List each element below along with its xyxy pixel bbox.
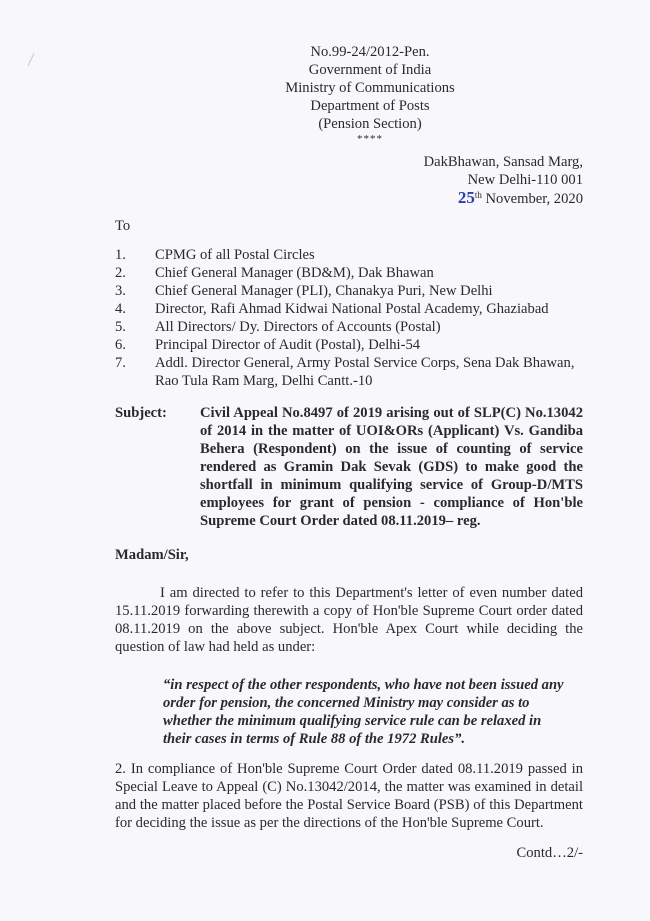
paragraph-2: 2. In compliance of Hon'ble Supreme Court Order dated 08.11.2019 passed in Special Leave to Appeal (C) No.13042/2014, the matter was examined in detail and the matter placed before the Postal Service Board (PSB) of this Department for deciding the issue as per the directions of the Hon'ble Supreme Court. [115, 761, 583, 831]
court-quote: “in respect of the other respondents, who have not been issued any order for pension, the concerned Ministry may consider as to whether the minimum qualifying service rule can be relaxed in their cases in terms of Rule 88 of the 1972 Rules”. [163, 677, 564, 747]
salutation: Madam/Sir, [115, 547, 189, 563]
list-item [115, 282, 595, 300]
letter-date [115, 189, 583, 208]
department: Department of Posts [310, 98, 430, 114]
item-number: 2. [115, 265, 126, 281]
government: Government of India [308, 62, 432, 78]
address-line-1: DakBhawan, Sansad Marg, [423, 154, 583, 170]
list-item [115, 300, 595, 318]
letter-header [115, 43, 583, 145]
item-text: Addl. Director General, Army Postal Service Corps, Sena Dak Bhawan, Rao Tula Ram Marg, Delhi Cantt.-10 [155, 355, 575, 389]
ministry: Ministry of Communications [285, 80, 455, 96]
scan-mark [28, 53, 46, 71]
continued-note: Contd…2/- [516, 845, 583, 861]
separator-stars: **** [357, 133, 383, 145]
list-item [115, 336, 595, 354]
item-number: 1. [115, 247, 126, 263]
item-number: 6. [115, 337, 126, 353]
list-item [115, 246, 595, 264]
item-text: All Directors/ Dy. Directors of Accounts (Postal) [155, 319, 441, 335]
list-item [115, 354, 595, 390]
item-number: 5. [115, 319, 126, 335]
subject-label: Subject: [115, 405, 167, 421]
list-item [115, 318, 595, 336]
section: (Pension Section) [318, 116, 422, 132]
item-text: CPMG of all Postal Circles [155, 247, 315, 263]
file-number: No.99-24/2012-Pen. [310, 44, 430, 60]
subject-block [115, 404, 583, 530]
item-number: 3. [115, 283, 126, 299]
item-text: Principal Director of Audit (Postal), Delhi-54 [155, 337, 421, 353]
recipient-list [115, 246, 595, 390]
subject-text: Civil Appeal No.8497 of 2019 arising out of SLP(C) No.13042 of 2014 in the matter of UOI&ORs (Applicant) Vs. Gandiba Behera (Respondent) on the issue of counting of service rendered as Gramin Dak Sevak (GDS) to make good the shortfall in minimum qualifying service of Group-D/MTS employees for grant of pension - compliance of Hon'ble Supreme Court Order dated 08.11.2019– reg. [200, 405, 583, 529]
item-number: 7. [115, 355, 126, 371]
to-label: To [115, 218, 131, 234]
list-item [115, 264, 595, 282]
address-line-2: New Delhi-110 001 [467, 172, 583, 188]
letter-page [115, 0, 583, 902]
date-day: 25 [457, 188, 475, 207]
item-text: Chief General Manager (BD&M), Dak Bhawan [155, 265, 434, 281]
paragraph-1: I am directed to refer to this Department's letter of even number dated 15.11.2019 forwarding therewith a copy of Hon'ble Supreme Court order dated 08.11.2019 on the above subject. Hon'ble Apex Court while deciding the question of law had held as under: [115, 585, 583, 655]
sender-address [115, 153, 583, 208]
item-text: Director, Rafi Ahmad Kidwai National Postal Academy, Ghaziabad [155, 301, 549, 317]
date-rest: November, 2020 [481, 191, 583, 207]
item-text: Chief General Manager (PLI), Chanakya Puri, New Delhi [155, 283, 493, 299]
date-suffix: th [474, 190, 482, 200]
item-number: 4. [115, 301, 126, 317]
